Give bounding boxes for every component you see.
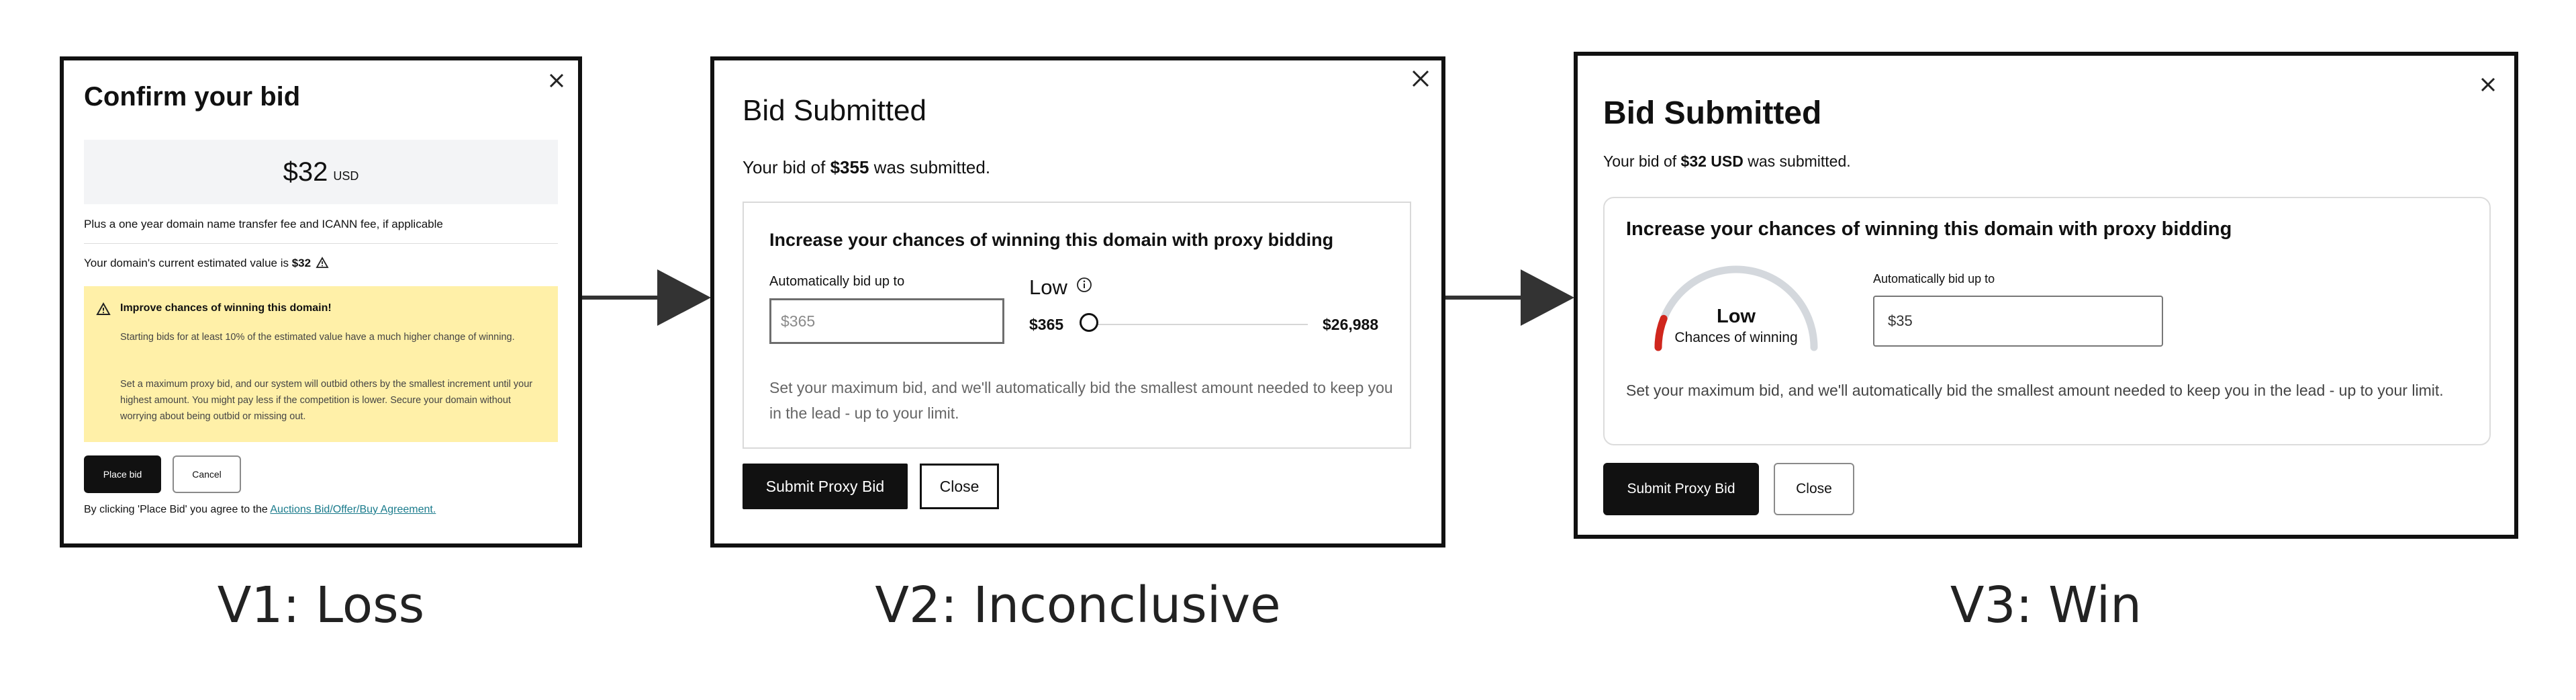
close-icon-glyph [547,71,566,90]
dialog-title: Bid Submitted [743,94,926,127]
warning-icon [96,302,111,316]
bid-prefix: Your bid of [1603,152,1681,170]
dialog-title: Confirm your bid [84,82,301,112]
bid-suffix: was submitted. [869,157,991,177]
agreement-prefix: By clicking 'Place Bid' you agree to the [84,504,271,515]
auto-bid-label: Automatically bid up to [1873,272,1995,286]
arrow-head [1521,269,1574,326]
price-amount: $32 [283,157,328,187]
warning-paragraph-1: Starting bids for at least 10% of the estimated value have a much higher change of winning. [120,332,515,343]
slider-min-label: $365 [1029,316,1064,333]
gauge-label: Low [1717,306,1756,327]
proxy-description: Set your maximum bid, and we'll automatically bid the smallest amount needed to keep you in the lead - up to your limit. [1626,382,2444,399]
warning-title: Improve chances of winning this domain! [120,302,332,314]
price-box [84,140,558,204]
card-title: Increase your chances of winning this domain with proxy bidding [769,230,1334,250]
proxy-bid-card [743,202,1411,449]
auto-bid-label: Automatically bid up to [769,274,905,289]
v1-caption: V1: Loss [217,576,425,634]
v2-bid-submitted-dialog [710,56,1445,548]
bid-amount: $355 [830,157,869,177]
chance-label [1029,275,1092,300]
bid-suffix: was submitted. [1743,152,1851,170]
warning-icon [316,257,329,269]
fee-note: Plus a one year domain name transfer fee and ICANN fee, if applicable [84,218,443,230]
close-icon-glyph [1409,67,1432,90]
close-button[interactable]: Close [920,464,999,509]
proxy-description: Set your maximum bid, and we'll automatically bid the smallest amount needed to keep you in the lead - up to your limit. [769,379,1393,422]
close-icon[interactable] [1409,67,1432,90]
arrow-shaft [1445,296,1526,300]
v1-confirm-bid-dialog [60,56,582,548]
v2-caption: V2: Inconclusive [875,576,1281,634]
warning-paragraph-2: Set a maximum proxy bid, and our system will outbid others by the smallest increment until your highest amount. You might pay less if the competition is lower. Secure your domain without worrying about being outbid or missing out. [120,379,533,422]
gauge-sublabel: Chances of winning [1674,330,1798,345]
submit-proxy-bid-button[interactable]: Submit Proxy Bid [1603,463,1759,515]
bid-summary [1603,152,1851,171]
proxy-bid-card [1603,197,2491,445]
v3-bid-submitted-dialog [1574,52,2518,539]
card-title: Increase your chances of winning this domain with proxy bidding [1626,218,2232,240]
warning-banner [84,286,558,442]
close-icon-glyph [2478,75,2498,95]
bid-prefix: Your bid of [743,157,830,177]
max-bid-input[interactable] [769,298,1004,344]
submit-proxy-bid-button[interactable]: Submit Proxy Bid [743,464,908,509]
close-button[interactable]: Close [1774,463,1854,515]
cancel-button[interactable]: Cancel [173,455,241,493]
max-bid-input[interactable] [1873,296,2163,347]
place-bid-button[interactable]: Place bid [84,455,161,493]
agreement-link[interactable]: Auctions Bid/Offer/Buy Agreement. [270,504,436,515]
arrow-shaft [582,296,664,300]
slider-max-label: $26,988 [1323,316,1379,333]
estimated-prefix: Your domain's current estimated value is [84,257,292,269]
estimated-value-line [84,257,329,270]
v3-caption: V3: Win [1950,576,2142,634]
bid-summary [743,157,990,178]
info-icon[interactable] [1076,277,1092,293]
close-icon[interactable] [2478,75,2498,95]
bid-amount: $32 USD [1680,152,1744,170]
slider-track[interactable] [1080,324,1308,325]
arrow-head [657,269,711,326]
slider-thumb[interactable] [1080,313,1098,332]
close-icon[interactable] [547,71,566,90]
divider [84,243,558,244]
agreement-line [84,504,436,516]
price-currency: USD [333,169,359,183]
estimated-value: $32 [291,257,312,269]
dialog-title: Bid Submitted [1603,95,1822,131]
chance-level: Low [1029,275,1067,299]
